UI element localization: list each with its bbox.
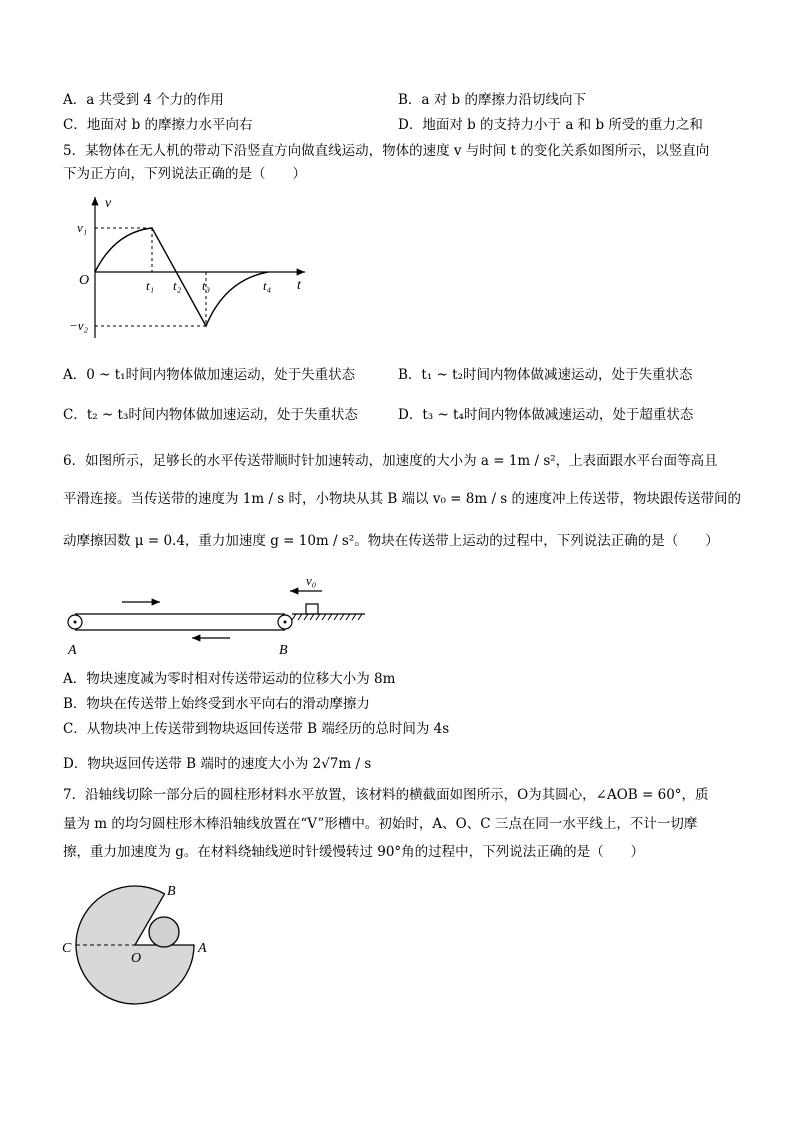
q5-option-a: A．0 ~ t₁时间内物体做加速运动，处于失重状态 (63, 367, 356, 383)
t2-label: t₂ (173, 278, 182, 293)
q6-stem-line3: 动摩擦因数 μ = 0.4，重力加速度 g = 10m / s²。物块在传送带上运动的过程中，下列说法正确的是（ ） (63, 533, 719, 549)
label-c: C (62, 941, 72, 956)
q7-cross-section-diagram (60, 880, 220, 1020)
q4-option-c: C．地面对 b 的摩擦力水平向右 (63, 117, 253, 133)
wooden-rod (149, 917, 179, 947)
v1-label: v₁ (77, 220, 88, 235)
q6-option-c: C．从物块冲上传送带到物块返回传送带 B 端经历的总时间为 4s (63, 721, 450, 737)
q4-option-b: B．a 对 b 的摩擦力沿切线向下 (398, 92, 586, 108)
t-axis-label: t (297, 278, 301, 293)
origin-label: O (79, 273, 90, 288)
q4-option-a: A．a 共受到 4 个力的作用 (63, 92, 224, 108)
q5-option-d: D．t₃ ~ t₄时间内物体做减速运动，处于超重状态 (398, 407, 694, 423)
q5-option-c: C．t₂ ~ t₃时间内物体做加速运动，处于失重状态 (63, 407, 358, 423)
q6-option-a: A．物块速度减为零时相对传送带运动的位移大小为 8m (63, 671, 396, 687)
t1-label: t₁ (146, 278, 155, 293)
t4-label: t₄ (263, 278, 272, 293)
label-a: A (68, 643, 77, 658)
v-axis-label: v (105, 196, 112, 211)
q7-stem-line1: 7．沿轴线切除一部分后的圆柱形材料水平放置，该材料的横截面如图所示，O为其圆心，∠AOB = 60°，质 (63, 787, 709, 803)
neg-v2-label: −v₂ (69, 318, 89, 333)
block (306, 604, 318, 614)
q4-option-d: D．地面对 b 的支持力小于 a 和 b 所受的重力之和 (398, 117, 703, 133)
q6-option-d: D．物块返回传送带 B 端时的速度大小为 2√7m / s (63, 756, 372, 772)
q7-stem-line2: 量为 m 的均匀圆柱形木棒沿轴线放置在“V”形槽中。初始时，A、O、C 三点在同一水平线上，不计一切摩 (63, 816, 698, 832)
label-o: O (131, 951, 142, 966)
label-b: B (167, 884, 176, 899)
q6-stem-line2: 平滑连接。当传送带的速度为 1m / s 时，小物块从其 B 端以 v₀ = 8m / s 的速度冲上传送带，物块跟传送带间的 (63, 491, 741, 507)
q7-stem-line3: 擦，重力加速度为 g。在材料绕轴线逆时针缓慢转过 90°角的过程中，下列说法正确的是（ ） (63, 844, 645, 860)
t3-label: t₃ (202, 278, 211, 293)
q5-option-b: B．t₁ ~ t₂时间内物体做减速运动，处于失重状态 (398, 367, 693, 383)
q5-velocity-time-graph (69, 192, 325, 342)
q6-conveyor-diagram (60, 570, 370, 660)
label-a: A (198, 941, 207, 956)
q6-stem-line1: 6．如图所示，足够长的水平传送带顺时针加速转动，加速度的大小为 a = 1m / s²，上表面跟水平台面等高且 (63, 453, 718, 469)
q5-stem-line1: 5．某物体在无人机的带动下沿竖直方向做直线运动，物体的速度 v 与时间 t 的变化关系如图所示，以竖直向 (63, 143, 710, 159)
v0-label: v₀ (306, 573, 317, 588)
label-b: B (279, 643, 288, 658)
velocity-curve (95, 228, 268, 326)
q5-stem-line2: 下为正方向，下列说法正确的是（ ） (63, 166, 306, 182)
q6-option-b: B．物块在传送带上始终受到水平向右的滑动摩擦力 (63, 696, 370, 712)
